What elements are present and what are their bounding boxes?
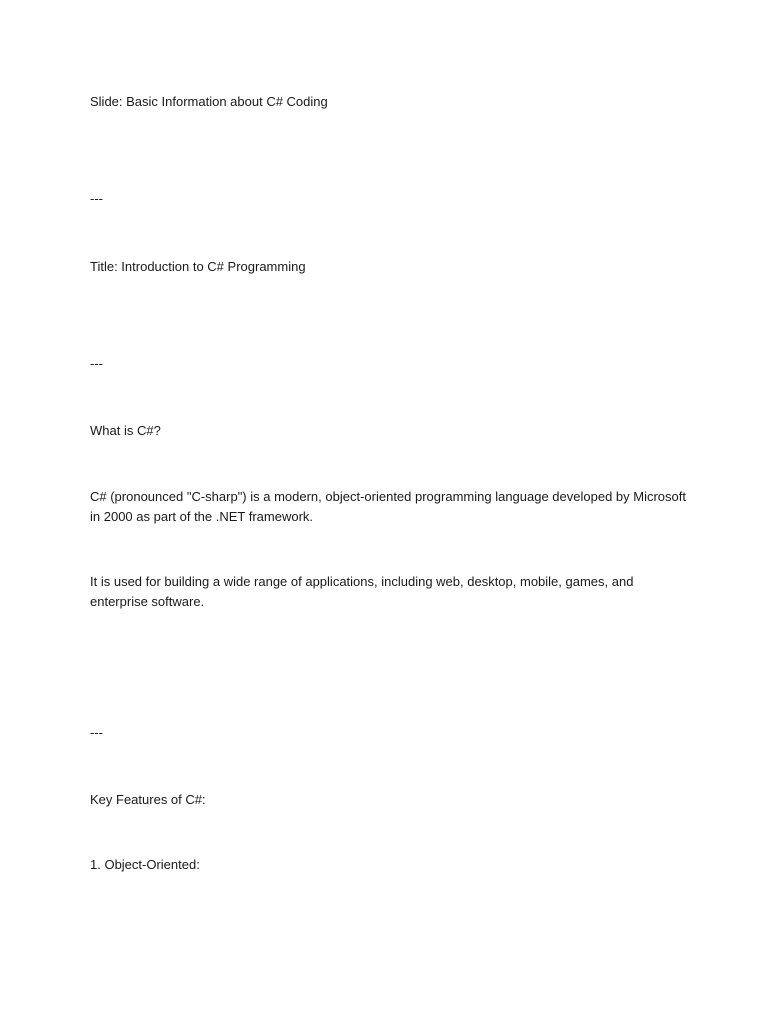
feature-item: 1. Object-Oriented: [90,857,200,872]
separator: --- [90,356,103,371]
separator: --- [90,191,103,206]
section-heading-what-is: What is C#? [90,423,161,438]
paragraph-uses: It is used for building a wide range of applications, including web, desktop, mobile, games, and enterprise software. [90,574,634,609]
section-heading-features: Key Features of C#: [90,792,206,807]
separator: --- [90,725,103,740]
document-title: Title: Introduction to C# Programming [90,259,306,274]
paragraph-introduction: C# (pronounced "C-sharp") is a modern, object-oriented programming language developed by Microsoft in 2000 as part of the .NET framework. [90,489,686,524]
slide-heading: Slide: Basic Information about C# Coding [90,94,328,109]
